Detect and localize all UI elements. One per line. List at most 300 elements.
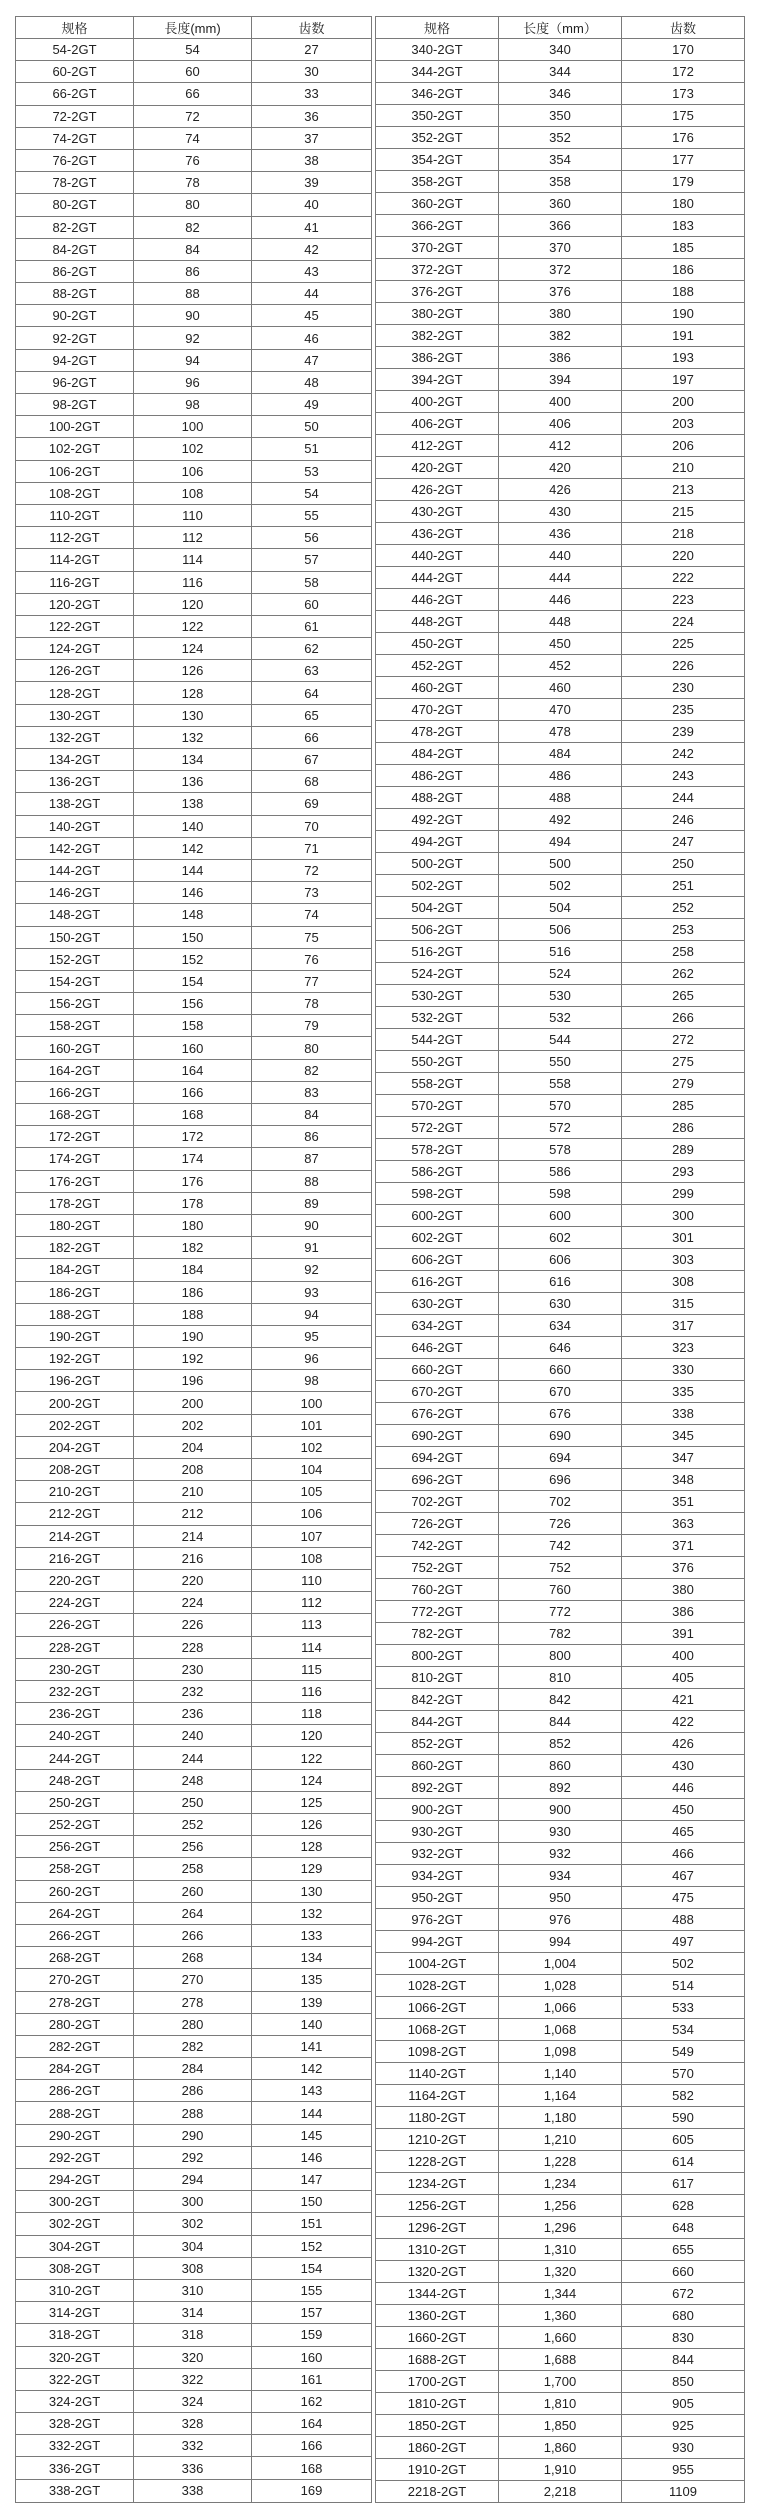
teeth-cell: 143 xyxy=(252,2080,372,2102)
length-cell: 110 xyxy=(134,504,252,526)
length-cell: 478 xyxy=(499,721,622,743)
length-cell: 216 xyxy=(134,1547,252,1569)
table-row xyxy=(16,1259,372,1281)
spec-cell: 616-2GT xyxy=(376,1271,499,1293)
teeth-cell: 247 xyxy=(622,831,745,853)
table-row xyxy=(16,2457,372,2479)
teeth-cell: 133 xyxy=(252,1924,372,1946)
length-cell: 1,028 xyxy=(499,1975,622,1997)
length-cell: 752 xyxy=(499,1557,622,1579)
length-cell: 492 xyxy=(499,809,622,831)
spec-cell: 286-2GT xyxy=(16,2080,134,2102)
length-cell: 892 xyxy=(499,1777,622,1799)
spec-cell: 1164-2GT xyxy=(376,2085,499,2107)
length-cell: 602 xyxy=(499,1227,622,1249)
length-cell: 76 xyxy=(134,149,252,171)
spec-cell: 600-2GT xyxy=(376,1205,499,1227)
table-row xyxy=(376,2459,745,2481)
teeth-cell: 830 xyxy=(622,2327,745,2349)
spec-cell: 252-2GT xyxy=(16,1814,134,1836)
length-cell: 800 xyxy=(499,1645,622,1667)
spec-cell: 1850-2GT xyxy=(376,2415,499,2437)
table-row xyxy=(16,2302,372,2324)
teeth-cell: 55 xyxy=(252,504,372,526)
spec-cell: 742-2GT xyxy=(376,1535,499,1557)
length-cell: 232 xyxy=(134,1680,252,1702)
table-row xyxy=(16,1281,372,1303)
length-cell: 1,320 xyxy=(499,2261,622,2283)
spec-cell: 932-2GT xyxy=(376,1843,499,1865)
spec-cell: 230-2GT xyxy=(16,1658,134,1680)
length-cell: 144 xyxy=(134,859,252,881)
table-row xyxy=(376,765,745,787)
teeth-cell: 272 xyxy=(622,1029,745,1051)
table-row xyxy=(376,1777,745,1799)
teeth-cell: 514 xyxy=(622,1975,745,1997)
teeth-cell: 77 xyxy=(252,970,372,992)
teeth-cell: 197 xyxy=(622,369,745,391)
length-cell: 320 xyxy=(134,2346,252,2368)
spec-cell: 92-2GT xyxy=(16,327,134,349)
teeth-cell: 107 xyxy=(252,1525,372,1547)
teeth-cell: 82 xyxy=(252,1059,372,1081)
table-row xyxy=(16,970,372,992)
length-cell: 530 xyxy=(499,985,622,1007)
length-cell: 224 xyxy=(134,1592,252,1614)
teeth-cell: 54 xyxy=(252,482,372,504)
teeth-cell: 72 xyxy=(252,859,372,881)
spec-cell: 634-2GT xyxy=(376,1315,499,1337)
teeth-cell: 86 xyxy=(252,1126,372,1148)
table-row xyxy=(16,859,372,881)
length-cell: 236 xyxy=(134,1703,252,1725)
table-row xyxy=(376,2019,745,2041)
spec-cell: 232-2GT xyxy=(16,1680,134,1702)
table-row xyxy=(376,2327,745,2349)
length-cell: 1,256 xyxy=(499,2195,622,2217)
length-cell: 294 xyxy=(134,2169,252,2191)
teeth-cell: 94 xyxy=(252,1303,372,1325)
length-cell: 470 xyxy=(499,699,622,721)
teeth-cell: 648 xyxy=(622,2217,745,2239)
teeth-cell: 129 xyxy=(252,1858,372,1880)
length-cell: 370 xyxy=(499,237,622,259)
length-cell: 376 xyxy=(499,281,622,303)
spec-cell: 386-2GT xyxy=(376,347,499,369)
spec-cell: 112-2GT xyxy=(16,527,134,549)
spec-cell: 900-2GT xyxy=(376,1799,499,1821)
spec-cell: 220-2GT xyxy=(16,1569,134,1591)
table-row xyxy=(16,638,372,660)
teeth-cell: 223 xyxy=(622,589,745,611)
length-cell: 852 xyxy=(499,1733,622,1755)
table-row xyxy=(16,438,372,460)
teeth-cell: 60 xyxy=(252,593,372,615)
header-teeth: 齿数 xyxy=(622,17,745,39)
teeth-cell: 151 xyxy=(252,2213,372,2235)
spec-cell: 82-2GT xyxy=(16,216,134,238)
spec-cell: 1140-2GT xyxy=(376,2063,499,2085)
teeth-cell: 844 xyxy=(622,2349,745,2371)
table-row xyxy=(16,2390,372,2412)
teeth-cell: 222 xyxy=(622,567,745,589)
teeth-cell: 244 xyxy=(622,787,745,809)
length-cell: 84 xyxy=(134,238,252,260)
teeth-cell: 84 xyxy=(252,1104,372,1126)
table-row xyxy=(376,699,745,721)
spec-cell: 444-2GT xyxy=(376,567,499,589)
spec-cell: 394-2GT xyxy=(376,369,499,391)
table-row xyxy=(376,1095,745,1117)
length-cell: 1,700 xyxy=(499,2371,622,2393)
header-length: 長度(mm) xyxy=(134,17,252,39)
table-row xyxy=(16,305,372,327)
teeth-cell: 75 xyxy=(252,926,372,948)
spec-cell: 310-2GT xyxy=(16,2279,134,2301)
spec-cell: 1320-2GT xyxy=(376,2261,499,2283)
length-cell: 114 xyxy=(134,549,252,571)
teeth-cell: 114 xyxy=(252,1636,372,1658)
teeth-cell: 380 xyxy=(622,1579,745,1601)
teeth-cell: 152 xyxy=(252,2235,372,2257)
teeth-cell: 242 xyxy=(622,743,745,765)
header-spec: 规格 xyxy=(16,17,134,39)
teeth-cell: 64 xyxy=(252,682,372,704)
length-cell: 502 xyxy=(499,875,622,897)
table-row xyxy=(16,61,372,83)
spec-cell: 1700-2GT xyxy=(376,2371,499,2393)
length-cell: 616 xyxy=(499,1271,622,1293)
spec-cell: 54-2GT xyxy=(16,39,134,61)
table-row xyxy=(376,1755,745,1777)
length-cell: 148 xyxy=(134,904,252,926)
spec-cell: 1344-2GT xyxy=(376,2283,499,2305)
table-row xyxy=(16,2479,372,2502)
spec-cell: 282-2GT xyxy=(16,2035,134,2057)
table-row xyxy=(16,260,372,282)
teeth-cell: 88 xyxy=(252,1170,372,1192)
teeth-cell: 206 xyxy=(622,435,745,457)
table-row xyxy=(376,831,745,853)
table-row xyxy=(376,1711,745,1733)
spec-cell: 168-2GT xyxy=(16,1104,134,1126)
teeth-cell: 76 xyxy=(252,948,372,970)
length-cell: 214 xyxy=(134,1525,252,1547)
table-row xyxy=(376,2371,745,2393)
length-cell: 264 xyxy=(134,1902,252,1924)
table-row xyxy=(16,1547,372,1569)
teeth-cell: 488 xyxy=(622,1909,745,1931)
teeth-cell: 78 xyxy=(252,993,372,1015)
table-row xyxy=(376,2041,745,2063)
table-row xyxy=(16,1214,372,1236)
table-row xyxy=(376,2481,745,2503)
teeth-cell: 164 xyxy=(252,2413,372,2435)
spec-cell: 358-2GT xyxy=(376,171,499,193)
table-row xyxy=(376,1359,745,1381)
table-row xyxy=(376,1843,745,1865)
spec-cell: 1028-2GT xyxy=(376,1975,499,1997)
teeth-cell: 83 xyxy=(252,1081,372,1103)
spec-cell: 302-2GT xyxy=(16,2213,134,2235)
length-cell: 572 xyxy=(499,1117,622,1139)
teeth-cell: 113 xyxy=(252,1614,372,1636)
length-cell: 208 xyxy=(134,1459,252,1481)
spec-cell: 400-2GT xyxy=(376,391,499,413)
table-row xyxy=(16,1148,372,1170)
table-row xyxy=(16,1769,372,1791)
spec-cell: 146-2GT xyxy=(16,882,134,904)
spec-cell: 994-2GT xyxy=(376,1931,499,1953)
spec-cell: 290-2GT xyxy=(16,2124,134,2146)
table-row xyxy=(16,1969,372,1991)
table-row xyxy=(376,1205,745,1227)
table-row xyxy=(16,394,372,416)
teeth-cell: 115 xyxy=(252,1658,372,1680)
belt-spec-table-right xyxy=(375,16,745,2503)
teeth-cell: 130 xyxy=(252,1880,372,1902)
teeth-cell: 475 xyxy=(622,1887,745,1909)
spec-cell: 844-2GT xyxy=(376,1711,499,1733)
length-cell: 184 xyxy=(134,1259,252,1281)
spec-cell: 676-2GT xyxy=(376,1403,499,1425)
table-row xyxy=(376,479,745,501)
spec-cell: 150-2GT xyxy=(16,926,134,948)
spec-cell: 1256-2GT xyxy=(376,2195,499,2217)
table-row xyxy=(376,1469,745,1491)
table-row xyxy=(16,1592,372,1614)
table-row xyxy=(16,1170,372,1192)
spec-cell: 372-2GT xyxy=(376,259,499,281)
spec-cell: 180-2GT xyxy=(16,1214,134,1236)
length-cell: 168 xyxy=(134,1104,252,1126)
table-row xyxy=(376,2151,745,2173)
teeth-cell: 338 xyxy=(622,1403,745,1425)
length-cell: 2,218 xyxy=(499,2481,622,2503)
spec-cell: 338-2GT xyxy=(16,2479,134,2502)
teeth-cell: 421 xyxy=(622,1689,745,1711)
table-row xyxy=(16,1614,372,1636)
table-row xyxy=(376,413,745,435)
table-row xyxy=(376,1227,745,1249)
teeth-cell: 58 xyxy=(252,571,372,593)
teeth-cell: 258 xyxy=(622,941,745,963)
length-cell: 258 xyxy=(134,1858,252,1880)
teeth-cell: 191 xyxy=(622,325,745,347)
teeth-cell: 134 xyxy=(252,1947,372,1969)
length-cell: 760 xyxy=(499,1579,622,1601)
spec-cell: 318-2GT xyxy=(16,2324,134,2346)
length-cell: 160 xyxy=(134,1037,252,1059)
table-row xyxy=(16,2213,372,2235)
teeth-cell: 391 xyxy=(622,1623,745,1645)
table-row xyxy=(376,589,745,611)
spec-cell: 550-2GT xyxy=(376,1051,499,1073)
spec-cell: 108-2GT xyxy=(16,482,134,504)
teeth-cell: 140 xyxy=(252,2013,372,2035)
spec-cell: 1660-2GT xyxy=(376,2327,499,2349)
length-cell: 440 xyxy=(499,545,622,567)
length-cell: 504 xyxy=(499,897,622,919)
teeth-cell: 38 xyxy=(252,149,372,171)
table-header-row xyxy=(16,17,372,39)
length-cell: 702 xyxy=(499,1491,622,1513)
length-cell: 340 xyxy=(499,39,622,61)
length-cell: 676 xyxy=(499,1403,622,1425)
spec-cell: 752-2GT xyxy=(376,1557,499,1579)
teeth-cell: 139 xyxy=(252,1991,372,2013)
length-cell: 1,066 xyxy=(499,1997,622,2019)
length-cell: 450 xyxy=(499,633,622,655)
spec-cell: 192-2GT xyxy=(16,1348,134,1370)
teeth-cell: 100 xyxy=(252,1392,372,1414)
teeth-cell: 220 xyxy=(622,545,745,567)
teeth-cell: 850 xyxy=(622,2371,745,2393)
table-row xyxy=(376,2437,745,2459)
table-row xyxy=(16,2346,372,2368)
spec-cell: 892-2GT xyxy=(376,1777,499,1799)
length-cell: 670 xyxy=(499,1381,622,1403)
table-row xyxy=(376,435,745,457)
table-row xyxy=(16,749,372,771)
spec-cell: 292-2GT xyxy=(16,2146,134,2168)
teeth-cell: 102 xyxy=(252,1436,372,1458)
spec-cell: 96-2GT xyxy=(16,371,134,393)
spec-cell: 212-2GT xyxy=(16,1503,134,1525)
spec-cell: 602-2GT xyxy=(376,1227,499,1249)
table-row xyxy=(16,1858,372,1880)
teeth-cell: 92 xyxy=(252,1259,372,1281)
spec-cell: 320-2GT xyxy=(16,2346,134,2368)
spec-cell: 88-2GT xyxy=(16,283,134,305)
table-row xyxy=(376,1667,745,1689)
table-row xyxy=(16,882,372,904)
teeth-cell: 253 xyxy=(622,919,745,941)
teeth-cell: 466 xyxy=(622,1843,745,1865)
table-row xyxy=(16,1503,372,1525)
table-row xyxy=(376,1909,745,1931)
teeth-cell: 93 xyxy=(252,1281,372,1303)
spec-cell: 76-2GT xyxy=(16,149,134,171)
spec-cell: 226-2GT xyxy=(16,1614,134,1636)
spec-cell: 506-2GT xyxy=(376,919,499,941)
table-row xyxy=(16,904,372,926)
teeth-cell: 203 xyxy=(622,413,745,435)
table-row xyxy=(16,1947,372,1969)
teeth-cell: 176 xyxy=(622,127,745,149)
teeth-cell: 930 xyxy=(622,2437,745,2459)
teeth-cell: 175 xyxy=(622,105,745,127)
spec-cell: 598-2GT xyxy=(376,1183,499,1205)
spec-cell: 380-2GT xyxy=(376,303,499,325)
table-row xyxy=(376,1073,745,1095)
length-cell: 1,296 xyxy=(499,2217,622,2239)
spec-cell: 116-2GT xyxy=(16,571,134,593)
teeth-cell: 226 xyxy=(622,655,745,677)
spec-cell: 184-2GT xyxy=(16,1259,134,1281)
table-row xyxy=(16,2035,372,2057)
table-row xyxy=(376,633,745,655)
table-row xyxy=(376,2349,745,2371)
length-cell: 314 xyxy=(134,2302,252,2324)
length-cell: 448 xyxy=(499,611,622,633)
length-cell: 406 xyxy=(499,413,622,435)
spec-cell: 350-2GT xyxy=(376,105,499,127)
spec-cell: 470-2GT xyxy=(376,699,499,721)
length-cell: 190 xyxy=(134,1325,252,1347)
teeth-cell: 145 xyxy=(252,2124,372,2146)
spec-cell: 256-2GT xyxy=(16,1836,134,1858)
spec-cell: 630-2GT xyxy=(376,1293,499,1315)
teeth-cell: 376 xyxy=(622,1557,745,1579)
length-cell: 204 xyxy=(134,1436,252,1458)
spec-cell: 352-2GT xyxy=(376,127,499,149)
teeth-cell: 672 xyxy=(622,2283,745,2305)
length-cell: 260 xyxy=(134,1880,252,1902)
length-cell: 742 xyxy=(499,1535,622,1557)
teeth-cell: 628 xyxy=(622,2195,745,2217)
table-row xyxy=(16,1791,372,1813)
spec-cell: 726-2GT xyxy=(376,1513,499,1535)
spec-cell: 360-2GT xyxy=(376,193,499,215)
teeth-cell: 45 xyxy=(252,305,372,327)
length-cell: 80 xyxy=(134,194,252,216)
length-cell: 226 xyxy=(134,1614,252,1636)
spec-cell: 516-2GT xyxy=(376,941,499,963)
length-cell: 188 xyxy=(134,1303,252,1325)
spec-cell: 500-2GT xyxy=(376,853,499,875)
length-cell: 380 xyxy=(499,303,622,325)
table-row xyxy=(16,527,372,549)
teeth-cell: 317 xyxy=(622,1315,745,1337)
length-cell: 506 xyxy=(499,919,622,941)
table-row xyxy=(376,743,745,765)
spec-cell: 266-2GT xyxy=(16,1924,134,1946)
spec-cell: 448-2GT xyxy=(376,611,499,633)
spec-cell: 346-2GT xyxy=(376,83,499,105)
teeth-cell: 43 xyxy=(252,260,372,282)
length-cell: 486 xyxy=(499,765,622,787)
teeth-cell: 925 xyxy=(622,2415,745,2437)
length-cell: 646 xyxy=(499,1337,622,1359)
length-cell: 240 xyxy=(134,1725,252,1747)
table-row xyxy=(376,127,745,149)
teeth-cell: 166 xyxy=(252,2435,372,2457)
length-cell: 772 xyxy=(499,1601,622,1623)
spec-cell: 544-2GT xyxy=(376,1029,499,1051)
spec-cell: 126-2GT xyxy=(16,660,134,682)
spec-cell: 486-2GT xyxy=(376,765,499,787)
table-row xyxy=(16,682,372,704)
length-cell: 120 xyxy=(134,593,252,615)
spec-cell: 702-2GT xyxy=(376,1491,499,1513)
length-cell: 1,810 xyxy=(499,2393,622,2415)
teeth-cell: 91 xyxy=(252,1237,372,1259)
spec-cell: 124-2GT xyxy=(16,638,134,660)
teeth-cell: 116 xyxy=(252,1680,372,1702)
length-cell: 86 xyxy=(134,260,252,282)
table-row xyxy=(16,1059,372,1081)
teeth-cell: 27 xyxy=(252,39,372,61)
length-cell: 94 xyxy=(134,349,252,371)
table-row xyxy=(376,1425,745,1447)
teeth-cell: 308 xyxy=(622,1271,745,1293)
teeth-cell: 147 xyxy=(252,2169,372,2191)
spec-cell: 484-2GT xyxy=(376,743,499,765)
table-row xyxy=(376,1821,745,1843)
spec-cell: 2218-2GT xyxy=(376,2481,499,2503)
length-cell: 1,164 xyxy=(499,2085,622,2107)
